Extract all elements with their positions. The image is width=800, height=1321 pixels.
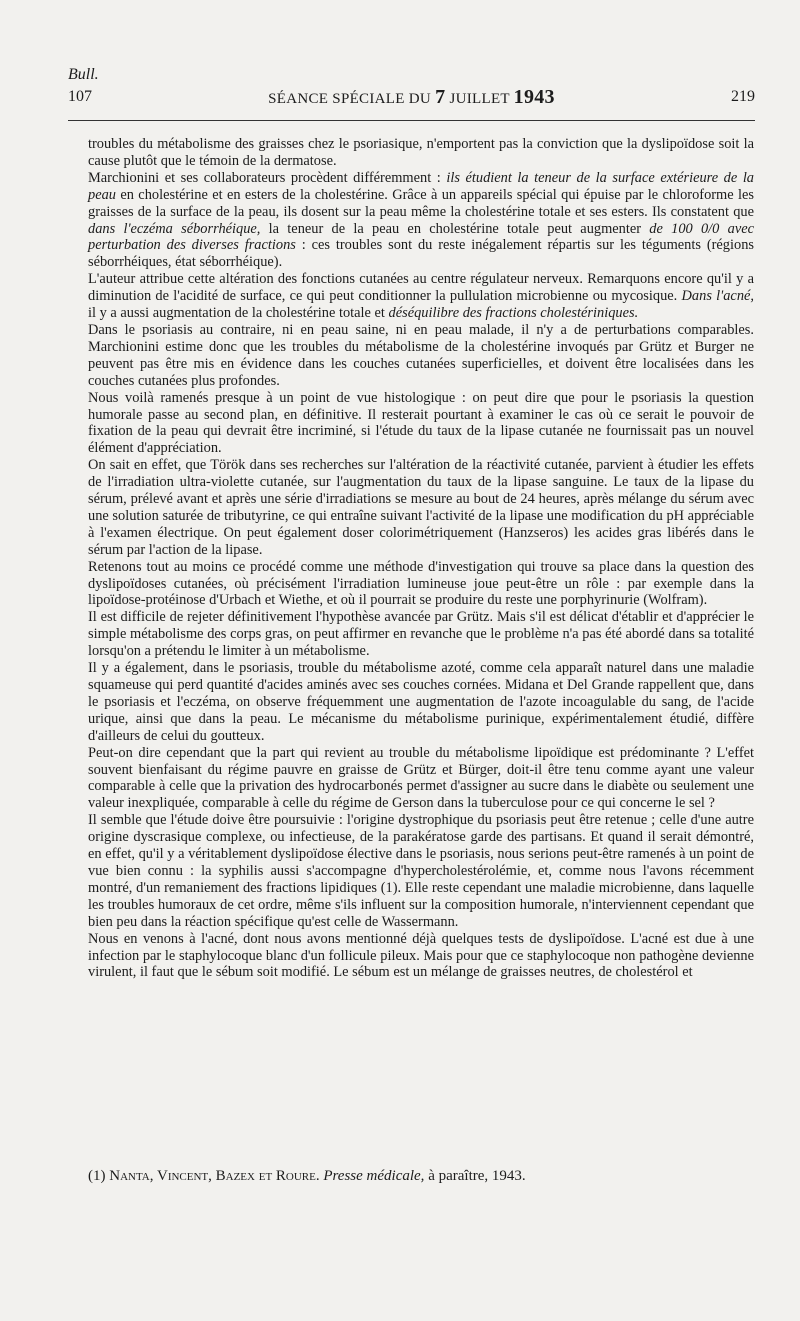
text-run: : ces troubles sont du reste inégalement répartis sur les téguments (régions séborrhéiques, état séborrhéique). [88,237,754,271]
text-run: Il semble que l'étude doive être poursuivie : l'origine dystrophique du psoriasis peut être retenue ; celle d'une autre origine dyscrasique complexe, ou infectieuse, de la parakératose garde des partisans. Et quand il serait démontré, en effet, qu'il y a véritablement dyslipoïdose élective dans le psoriasis, nous serions peut-être ramenés à un point de vue bien connu : la syphilis aussi s'accompagne d'hypercholestérolémie, et, comme nous l'avons récemment montré, d'un remaniement des fractions lipidiques (1). Elle reste cependant une maladie microbienne, dans laquelle les troubles humoraux de cet ordre, même s'ils influent sur la composition humorale, n'interviennent cependant que bien peu dans la réaction spécifique qu'est celle de Wassermann. [88,812,754,930]
text-run: Il est difficile de rejeter définitivement l'hypothèse avancée par Grütz. Mais s'il est délicat d'établir et d'apprécier le simple métabolisme des corps gras, on peut affirmer en revanche que le problème n'a pas été abordé dans sa totalité lorsqu'on a prétendu le limiter à un métabolisme. [88,609,754,660]
text-run: la teneur de la peau en cholestérine totale peut augmenter [260,220,650,237]
footnote-rest: à paraître, 1943. [424,1168,526,1184]
paragraph [88,609,754,660]
footnote-marker: (1) [88,1168,110,1184]
italic-text: de 100 0/0 avec perturbation des diverses fractions [88,220,754,254]
header-title [68,86,755,109]
paragraph [88,271,754,322]
page-number: 219 [731,88,755,105]
title-month: JUILLET [445,91,514,107]
text-run: troubles du métabolisme des graisses chez le psoriasique, n'emportent pas la conviction que la dyslipoïdose soit la cause plutôt que le témoin de la dermatose. [88,136,754,169]
text-run: Nous voilà ramenés presque à un point de vue histologique : on peut dire que pour le psoriasis la question humorale passe au second plan, en définitive. Il resterait pourtant à examiner le cas où ce serait le pouvoir de fixation de la peau qui devrait être incriminé, si l'étude du taux de la lipase cutanée ne fournissait pas un nouvel élément d'appréciation. [88,389,754,457]
text-run: Peut-on dire cependant que la part qui revient au trouble du métabolisme lipoïdique est prédominante ? L'effet souvent bienfaisant du régime pauvre en graisse de Grütz et Bürger, doit-il être tenu comme ayant une valeur comparable à celle que la privation des hydrocarbonés permet d'assigner au sucre dans le diabète ou seulement une valeur inexpliquée, comparable à celle du régime de Gerson dans la tuberculose pour ce qui concerne le sel ? [88,744,754,812]
title-year: 1943 [513,86,555,108]
text-run: Retenons tout au moins ce procédé comme une méthode d'investigation qui trouve sa place dans la question des dyslipoïdoses cutanées, où précisément l'irradiation lumineuse joue peut-être un rôle : par exemple dans la lipoïdose-protéinose d'Urbach et Wiethe, et où il pourrait se produire du reste une porphyrinurie (Wolfram). [88,558,754,609]
text-run: Dans le psoriasis au contraire, ni en peau saine, ni en peau malade, il n'y a de perturbations comparables. Marchionini estime donc que les troubles du métabolisme de la cholestérine invoqués par Grütz et Burger ne peuvent pas être mis en évidence dans les couches cutanées superficielles, et doivent être localisées dans les couches cutanées plus profondes. [88,321,754,389]
paragraph [88,170,754,271]
paragraph [88,931,754,982]
footnote-journal: Presse médicale, [319,1168,425,1184]
footnote [88,1168,754,1185]
italic-text: dans l'eczéma séborrhéique, [88,220,261,237]
left-page-number: 107 [68,88,92,105]
text-run: Marchionini et ses collaborateurs procèdent différemment : [88,169,447,186]
running-header [68,84,755,110]
paragraph [88,390,754,458]
italic-text: Dans l'acné, [681,288,754,305]
paragraph [88,660,754,745]
title-day: 7 [435,86,446,108]
text-run: On sait en effet, que Török dans ses recherches sur l'altération de la réactivité cutanée, parvient à étudier les effets de l'irradiation ultra-violette cutanée, sur l'augmentation du taux de la lipase sanguine. Le taux de la lipase du sérum, prélevé avant et après une série d'irradiations se mesure au bout de 24 heures, après mélange du sérum avec une solution saturée de tributyrine, ce qui entraîne suivant l'activité de la lipase une modification du pH appréciable à l'examen électrique. On peut également doser colorimétriquement (Hanzseros) les acides gras libérés dans le sérum par l'action de la lipase. [88,457,754,558]
header-rule [68,120,755,121]
text-run: en cholestérine et en esters de la cholestérine. Grâce à un appareils spécial qui épuise par le chloroforme les graisses de la surface de la peau, ils dosent sur la peau même la cholestérine totale et ses esters. Ils constatent que [88,186,754,220]
body-text [88,136,754,981]
title-prefix: SÉANCE SPÉCIALE DU [268,91,436,107]
text-run: Il y a également, dans le psoriasis, trouble du métabolisme azoté, comme cela apparaît naturel dans une maladie squameuse qui perd quantité d'acides aminés avec ses couches cornées. Midana et Del Grande rappellent que, dans le psoriasis et l'eczéma, on observe fréquemment une augmentation de l'azote incoagulable du sang, de l'acide urique, ainsi que dans la peau. Le mécanisme du métabolisme purinique, expérimentalement étudié, diffère d'ailleurs de celui du goutteux. [88,660,754,744]
paragraph [88,812,754,930]
italic-text: ils étudient la teneur de la surface extérieure de la peau [88,169,755,203]
bull-note: Bull. [68,66,99,83]
paragraph [88,457,754,558]
paragraph [88,322,754,390]
italic-text: déséquilibre des fractions cholestériniques. [388,305,639,322]
text-run: L'auteur attribue cette altération des fonctions cutanées au centre régulateur nerveux. Remarquons encore qu'il y a diminution de l'acidité de surface, ce qui peut conditionner la pullulation microbienne ou mycosique. [88,271,754,305]
footnote-authors: Nanta, Vincent, Bazex et Roure. [109,1168,320,1184]
paragraph [88,136,754,170]
text-run: il y a aussi augmentation de la cholestérine totale et [88,305,389,322]
paragraph [88,745,754,813]
text-run: Nous en venons à l'acné, dont nous avons mentionné déjà quelques tests de dyslipoïdose. L'acné est due à une infection par le staphylocoque blanc d'un follicule pileux. Mais pour que ce staphylocoque non pathogène devienne virulent, il faut que le sébum soit modifié. Le sébum est un mélange de graisses neutres, de cholestérol et [88,930,754,981]
paragraph [88,559,754,610]
